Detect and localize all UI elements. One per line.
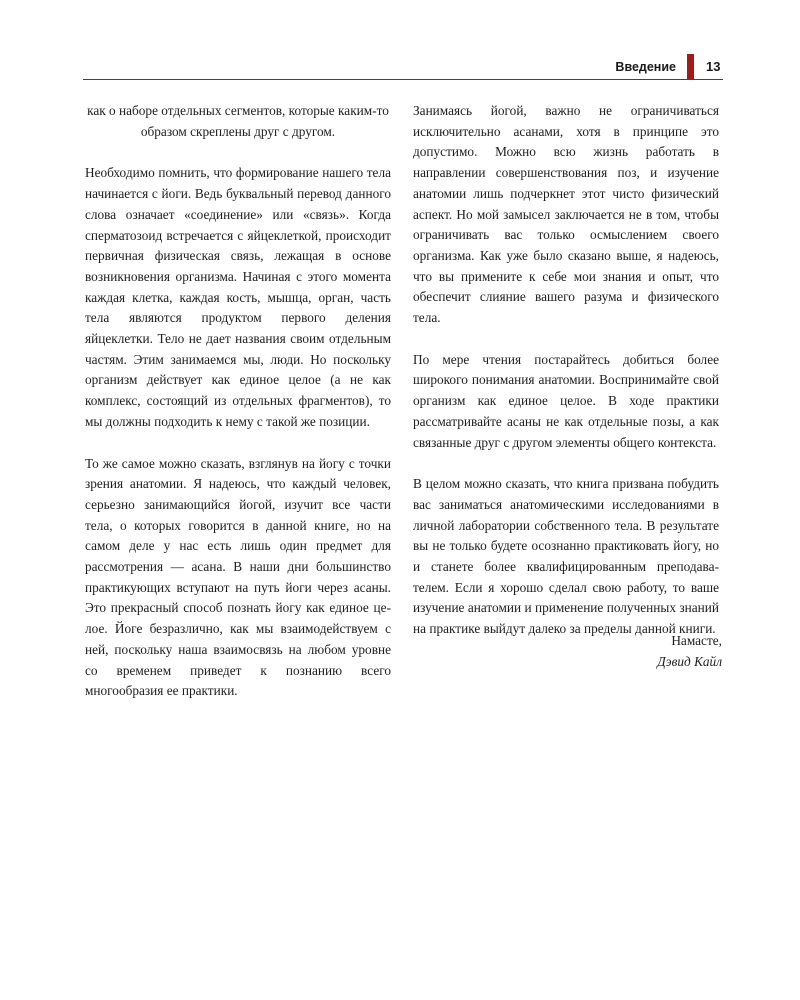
signature-block: [657, 630, 722, 672]
header-rule: [83, 79, 723, 80]
paragraph: В целом можно сказать, что книга призвана побудить вас заниматься анатомическими исследованиями в личной лаборатории собственного тела. В результате вы не только будете осознанно практиковать йогу, но и станете более квалифицированным преподавателем. Если я хорошо сделал свою работу, то ваше изучение анатомии и применение полученных знаний на практике выйдут далеко за пределы данной книги.: [413, 476, 719, 637]
page-number: 13: [706, 59, 721, 74]
left-column: [85, 101, 391, 702]
paragraph: По мере чтения постарайтесь добиться более широкого понимания анатомии. Воспринимайте свой организм как единое целое. В ходе практики рассматривайте асаны не как отдельные позы, а как связанные друг с другом элементы общего контекста.: [413, 351, 719, 450]
paragraph: То же самое можно сказать, взглянув на йогу с точки зрения анатомии. Я надеюсь, что каждый человек, серьезно занимающийся йогой, изучит все части тела, о которых говорится в данной книге, но на самом деле у нас есть лишь один предмет для рассмотрения — асана. В наши дни большинство практикующих вступают на путь йоги через асаны. Это прекрасный способ познать йогу как единое целое. Йоге безразлично, как мы взаимодействуем с ней, поскольку наша взаимосвязь на любом уровне со временем приведет к познанию всего многообразия ее практики.: [85, 455, 391, 699]
right-column: [413, 101, 719, 640]
signature-greeting: Намасте,: [671, 633, 722, 648]
page-marker-bar: [687, 54, 694, 79]
paragraph: Занимаясь йогой, важно не ограничиваться исключительно асанами, хотя в принципе это допустимо. Можно всю жизнь работать в направлении совершенствования поз, и изучение анатомии лишь подчеркнет этот чисто физический аспект. Но мой замысел заключается не в том, чтобы ограничивать вас только осмыслением своего организма. Как уже было сказано выше, я надеюсь, что вы примените к себе мои знания и опыт, что обеспечит слияние вашего разума и физического тела.: [413, 103, 719, 326]
paragraph: как о наборе отдельных сегментов, которые каким-то образом скреплены друг с другом.: [87, 103, 389, 139]
section-title: Введение: [615, 60, 676, 74]
paragraph: Необходимо помнить, что формирование нашего тела начинается с йоги. Ведь буквальный перевод данного слова означает «соединение» или «связь». Когда сперматозоид встречается с яйцеклеткой, происходит первичная физическая связь, лежащая в основе возникновения организма. Начиная с этого момента каждая клетка, каждая кость, мышца, орган, часть тела являются продуктом первого деления яйцеклетки. Тело не дает названия своим отдельным частям. Этим занимаемся мы, люди. Но поскольку организм действует как единое целое (а не как комплекс, состоящий из отдельных фрагментов), то мы должны подходить к нему с такой же позиции.: [85, 165, 391, 429]
page-header: [0, 0, 800, 82]
signature-author: Дэвид Кайл: [657, 654, 722, 669]
